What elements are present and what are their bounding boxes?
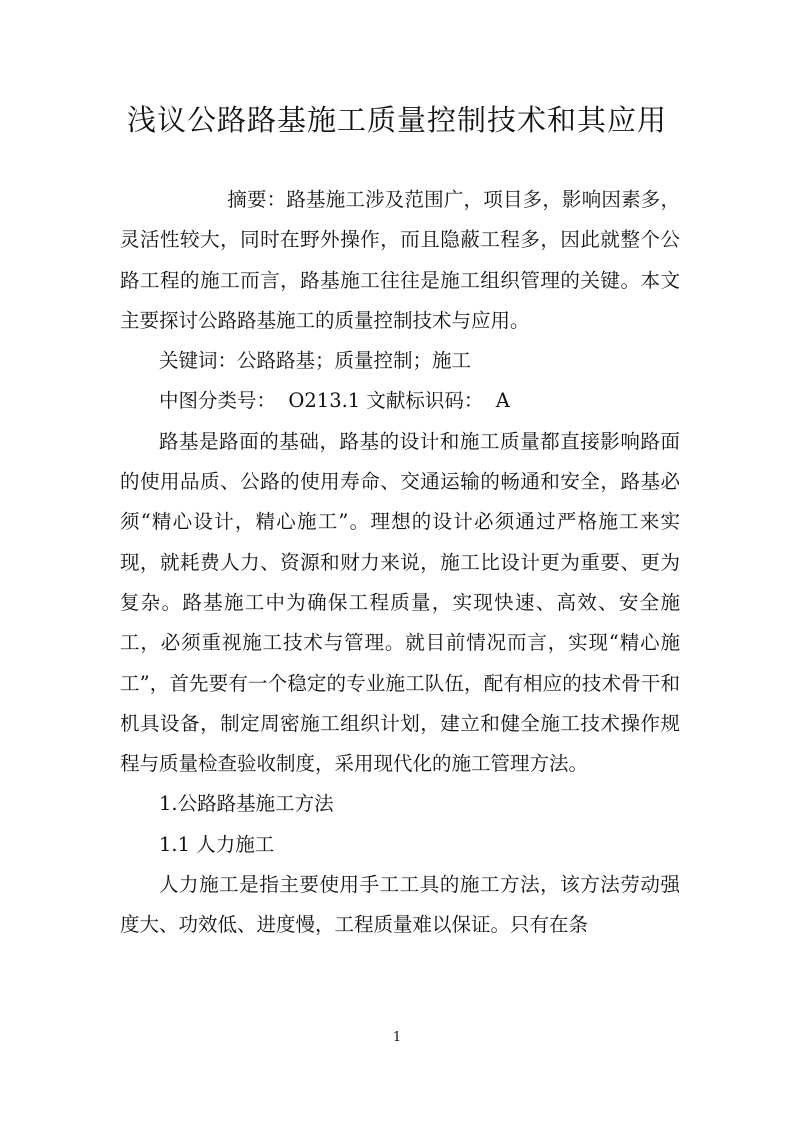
document-title: 浅议公路路基施工质量控制技术和其应用 (126, 103, 667, 137)
classification-line: 中图分类号： O213.1 文献标识码： A (159, 389, 510, 413)
document-body (120, 180, 680, 946)
keywords-line: 关键词：公路路基；质量控制；施工 (159, 349, 472, 373)
subsection-heading: 1.1 人力施工 (159, 832, 275, 856)
abstract-paragraph: 摘要：路基施工涉及范围广，项目多，影响因素多，灵活性较大，同时在野外操作，而且隐蔽工程多，因此就整个公路工程的施工而言，路基施工往往是施工组织管理的关键。本文主要探讨公路路基施工的质量控制技术与应用。 (120, 188, 680, 332)
intro-paragraph: 路基是路面的基础，路基的设计和施工质量都直接影响路面的使用品质、公路的使用寿命、交通运输的畅通和安全，路基必须“精心设计，精心施工”。理想的设计必须通过严格施工来实现，就耗费人力、资源和财力来说，施工比设计更为重要、更为复杂。路基施工中为确保工程质量，实现快速、高效、安全施工，必须重视施工技术与管理。就目前情况而言，实现“精心施工”，首先要有一个稳定的专业施工队伍，配有相应的技术骨干和机具设备，制定周密施工组织计划，建立和健全施工技术操作规程与质量检查验收制度，采用现代化的施工管理方法。 (120, 429, 680, 776)
page-number: 1 (392, 1030, 402, 1045)
subsection-paragraph: 人力施工是指主要使用手工工具的施工方法，该方法劳动强度大、功效低、进度慢，工程质量难以保证。只有在条 (120, 873, 680, 937)
section-heading: 1.公路路基施工方法 (159, 792, 334, 816)
